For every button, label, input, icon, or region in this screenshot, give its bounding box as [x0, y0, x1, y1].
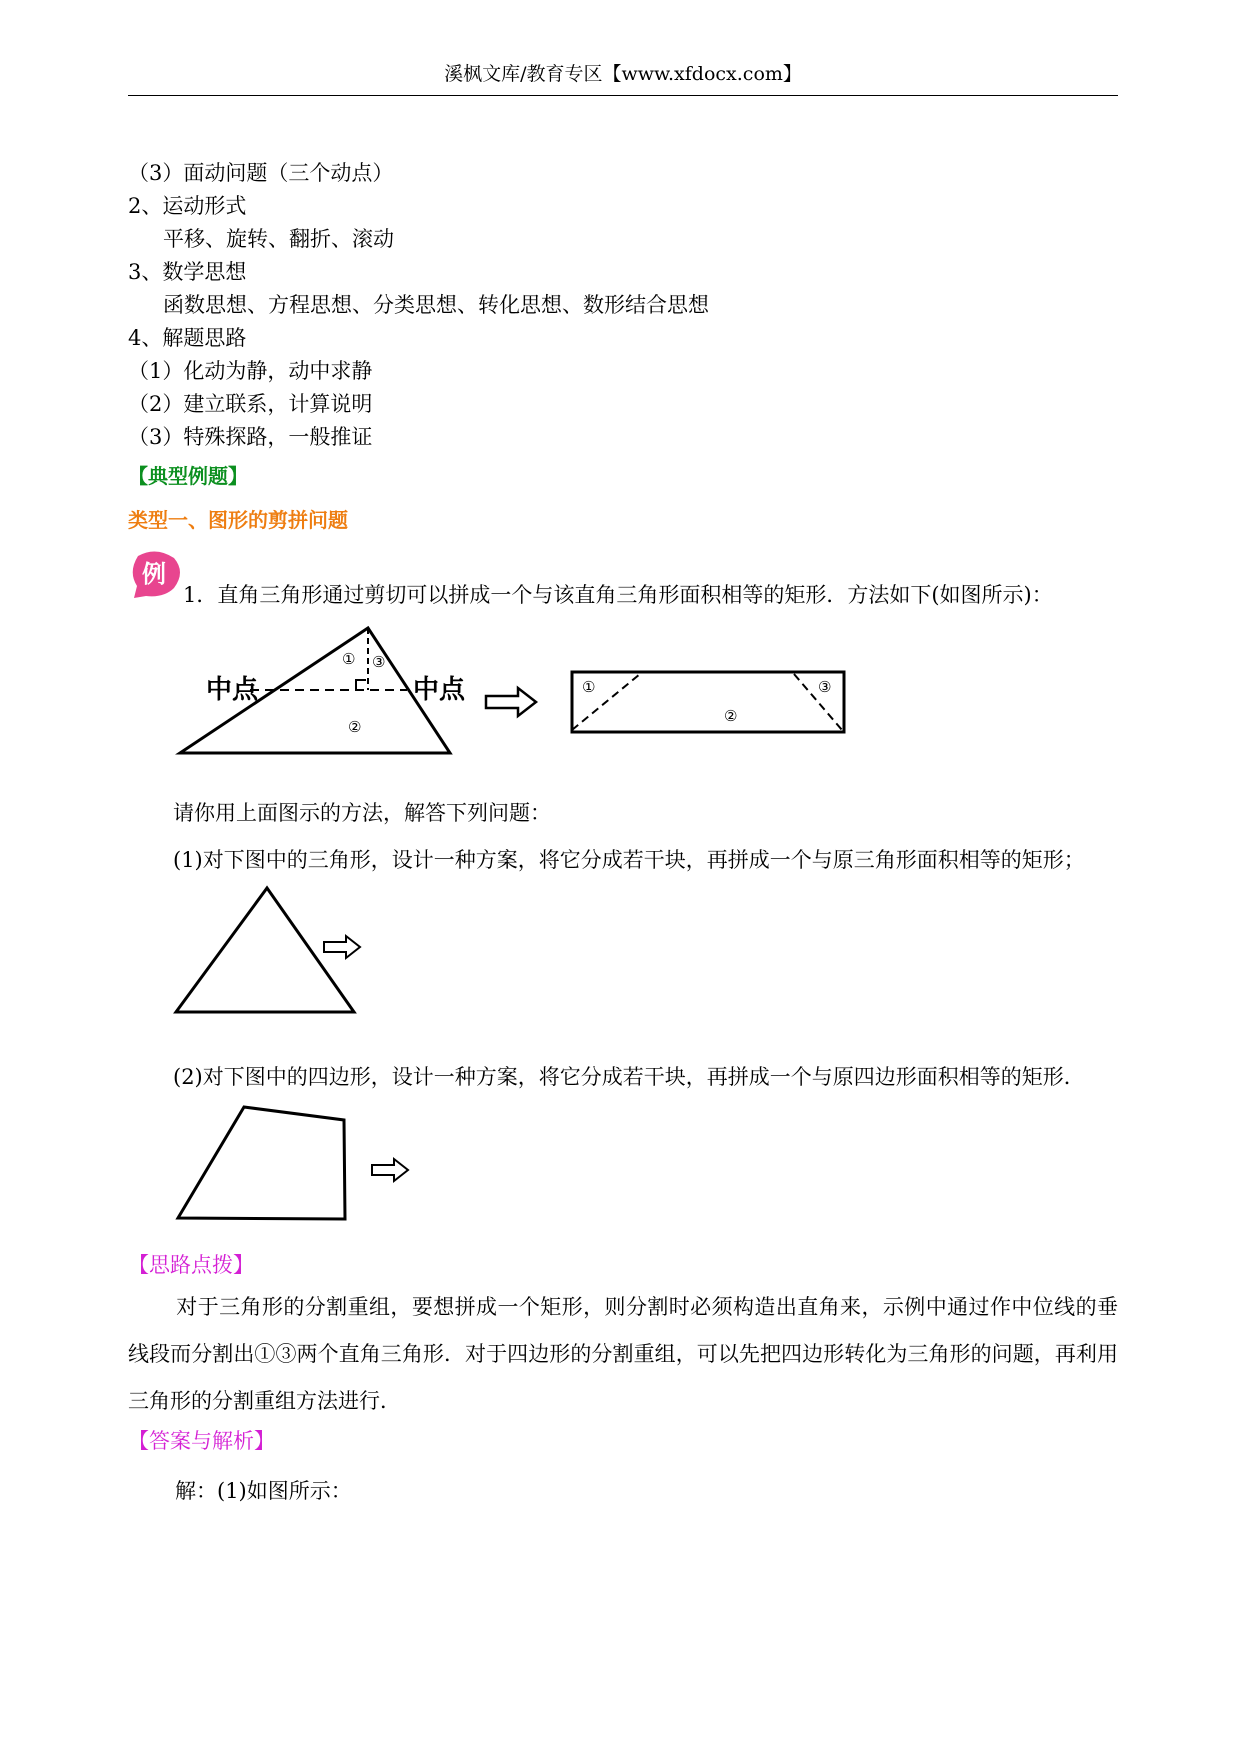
page-header: 溪枫文库/教育专区【www.xfdocx.com】 — [444, 63, 802, 85]
example-badge-icon — [128, 548, 190, 600]
arrow-icon — [324, 936, 360, 958]
question-2-figure — [170, 1098, 430, 1228]
result-rectangle — [572, 672, 844, 732]
section-3-body: 函数思想、方程思想、分类思想、转化思想、数形结合思想 — [163, 293, 709, 317]
rect-piece-3-label: ③ — [818, 678, 832, 696]
rect-piece-2-label: ② — [724, 707, 738, 725]
instruction-text: 请你用上面图示的方法，解答下列问题： — [173, 801, 551, 825]
piece-2-label: ② — [348, 718, 362, 736]
step-2: （2）建立联系，计算说明 — [128, 392, 373, 416]
example-figure — [170, 620, 860, 760]
example-badge-label: 例 — [142, 560, 166, 588]
type-heading: 类型一、图形的剪拼问题 — [128, 508, 348, 532]
outline-item-3-3: （3）面动问题（三个动点） — [128, 161, 394, 185]
solution-text: 解：(1)如图所示： — [175, 1479, 352, 1503]
hint-text: 对于三角形的分割重组，要想拼成一个矩形，则分割时必须构造出直角来，示例中通过作中位线的垂线段而分割出①③两个直角三角形．对于四边形的分割重组，可以先把四边形转化为三角形的问题，再利用三角形的分割重组方法进行． — [128, 1295, 1118, 1413]
triangle-shape — [176, 888, 354, 1012]
step-3: （3）特殊探路，一般推证 — [128, 425, 373, 449]
answer-heading: 【答案与解析】 — [128, 1429, 275, 1453]
arrow-icon — [486, 688, 536, 716]
examples-heading: 【典型例题】 — [128, 464, 248, 488]
question-2: (2)对下图中的四边形，设计一种方案，将它分成若干块，再拼成一个与原四边形面积相等的矩形． — [173, 1065, 1085, 1089]
section-3-title: 3、数学思想 — [128, 260, 247, 284]
midpoint-left-label: 中点 — [206, 675, 259, 705]
quadrilateral-shape — [178, 1107, 345, 1219]
rect-piece-1-label: ① — [582, 678, 596, 696]
piece-1-label: ① — [342, 650, 356, 668]
header-divider — [128, 95, 1118, 96]
question-1: (1)对下图中的三角形，设计一种方案，将它分成若干块，再拼成一个与原三角形面积相等的矩形； — [173, 848, 1085, 872]
hint-paragraph — [128, 1284, 1118, 1425]
arrow-icon — [372, 1159, 408, 1181]
section-2-title: 2、运动形式 — [128, 194, 247, 218]
section-2-body: 平移、旋转、翻折、滚动 — [163, 227, 394, 251]
step-1: （1）化动为静，动中求静 — [128, 359, 373, 383]
midpoint-right-label: 中点 — [413, 675, 466, 705]
problem-statement: 1．直角三角形通过剪切可以拼成一个与该直角三角形面积相等的矩形．方法如下(如图所示)： — [183, 583, 1053, 607]
piece-3-label: ③ — [372, 653, 386, 671]
right-angle-icon — [356, 680, 366, 690]
hint-heading: 【思路点拨】 — [128, 1253, 254, 1277]
section-4-title: 4、解题思路 — [128, 326, 247, 350]
question-1-figure — [170, 880, 390, 1020]
